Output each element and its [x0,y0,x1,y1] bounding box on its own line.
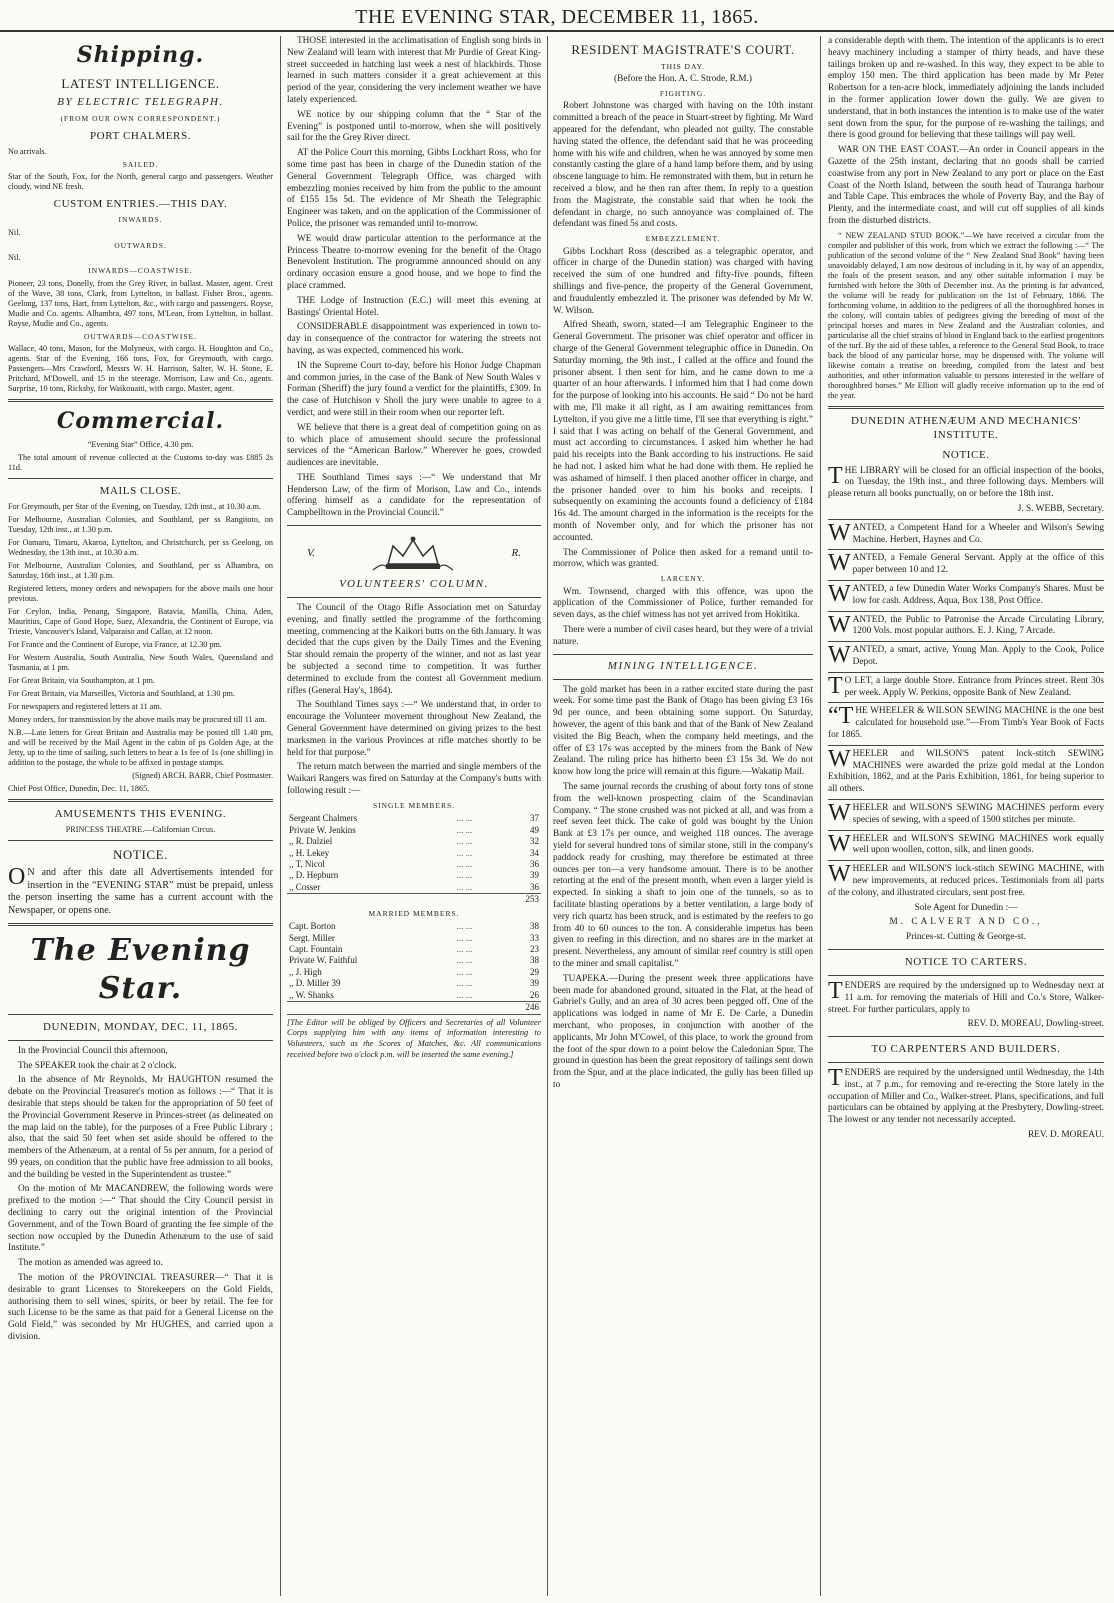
port-heading: PORT CHALMERS. [89,129,192,142]
mining-para: TUAPEKA.—During the present week three applications have been made for abandoned ground, situated in the Flat, at the head of Gabriel's Gully, and an area of 30 acres been pegged off. One of the applications was lodged in name of Mr E. De Carle, a Dunedin merchant, who proposes, in conjunction with another of the applicants, Mr John M'Cowel, of this place, to work the ground from the foot of the spur down to a point below the Caledonian Spur. The ground in question has been the great repository of tailings sent down from the Spur, and at the place indicated, the gully has been filled up to [553,973,813,1090]
telegraph-subheading: BY ELECTRIC TELEGRAPH. [57,96,224,109]
shooter-name: Sergeant Chalmers [289,813,358,824]
shooter-name: ,, Cosser [289,881,321,892]
score: 26 [530,989,539,1000]
table-row: Sergeant Chalmers ... ... 37 [289,813,539,824]
mail-item: N.B.—Late letters for Great Britain and Australia may be posted till 1.40 pm, and will be received by the Mail Agent in the cabin of ps Golden Age, at the Jetty, up to the time of sailing, such letters to bear a 1s fee of 1s (one shilling) in addition to the postage, the whole to be affixed in postage stamps. [8,728,273,768]
vol-para: The Council of the Otago Rifle Association met on Saturday evening, and finally settled the programme of the forthcoming meeting, commencing at the Kaikori butts on the 6th January. It was decided that the cups given by the Daily Times and the Evening Star should remain the property of the winner, and not as last year be subjected a second time to competition. It was further determined to exclude from the contest all Government medium rifles (General Hay's, 1864). [287,603,541,696]
divider [8,1014,273,1015]
dateline: DUNEDIN, MONDAY, DEC. 11, 1865. [42,1020,239,1033]
carters-heading: NOTICE TO CARTERS. [904,955,1028,968]
war-para: WAR ON THE EAST COAST.—An order in Council appears in the Gazette of the 25th instant, declaring that no goods shall be carried coastwise from any port in New Zealand to any port or place on the East Coast of the North Island, between the south head of Tauranga harbour and Table Cape. This embraces the whole of Poverty Bay, and the Bay of Plenty, and the intermediate coast, and will cut off supplies of all kinds from the disturbed districts. [828,145,1104,226]
coast-in-heading: INWARDS—COASTWISE. [88,266,193,276]
column-4 [828,36,1104,1596]
divider [287,525,541,526]
table-row: Capt. Fountain ... ... 23 [289,944,539,955]
score: 29 [530,966,539,977]
classified-ad: WANTED, a Competent Hand for a Wheeler and Wilson's Sewing Machine. Herbert, Haynes and Co. [828,519,1104,550]
classified-ad: WANTED, the Public to Patronise the Arcade Circulating Library, 1200 Vols. most popular authors. E. J. King, 7 Arcade. [828,611,1104,642]
score: 33 [530,932,539,943]
classified-ad: WHEELER and WILSON'S SEWING MACHINES perform every species of sewing, with a speed of 1500 stitches per minute. [828,799,1104,830]
editor-note: [The Editor will be obliged by Officers and Secretaries of all Volunteer Corps supplying him with any items of information interesting to Volunteers, such as the Scores of Matches, &c. All communications received before two o'clock p.m. will be inserted the same evening.] [287,1014,541,1061]
news-para: WE would draw particular attention to the performance at the Princess Theatre to-morrow evening for the benefit of the Otago Benevolent Institution. The programme announced should on any ordinary occasion ensure a good house, and we hope to find the place crammed. [287,233,541,291]
volunteers-heading: VOLUNTEERS' COLUMN. [339,578,489,591]
table-row: ,, J. High ... ... 29 [289,966,539,977]
score: 23 [530,944,539,955]
divider [828,406,1104,409]
table-row: Private W. Faithful ... ... 38 [289,955,539,966]
carpenters-text: TENDERS are required by the undersigned until Wednesday, the 14th inst., at 7 p.m., for removing and re-erecting the Store lately in the occupation of Miller and Co., Walker-street. Plans, specifications, and full particulars can be obtained by applying at the Presbytery, Dowling-street. The lowest or any tender not necessarily accepted. [828,1065,1104,1126]
mail-item: Registered letters, money orders and newspapers for the above mails one hour previous. [8,584,273,604]
mail-item: For Western Australia, South Australia, New South Wales, Queensland and Tasmania, at 1 pm. [8,653,273,673]
coast-in-text: Pioneer, 23 tons, Donelly, from the Grey River, in ballast. Master, agent. Crest of the Wave, 38 tons, Clark, from Lyttelton, in ballast. Fisher Bros., agents. Geelong, 137 tons, Hart, from Lyttelton, &c., with cargo and passengers. Royse, Mudie and Co. agents. Alhambra, 497 tons, M'Lean, from Lyttelton, in ballast. Royse, Mudie and Co., agents. [8,278,273,328]
total-row [287,1002,541,1014]
column-3 [553,36,813,1596]
shooter-name: Capt. Borton [289,921,336,932]
total-row [287,894,541,906]
before-line: (Before the Hon. A. C. Strode, R.M.) [614,74,752,85]
mails-heading: MAILS CLOSE. [99,485,182,498]
larceny-heading: LARCENY. [660,574,706,584]
volunteers-crest [307,534,521,574]
athenaeum-heading: DUNEDIN ATHENÆUM AND MECHANICS' INSTITUTE. [851,414,1081,441]
classified-ad: WHEELER and WILSON'S patent lock-stitch SEWING MACHINES were awarded the prize gold medal at the London Exhibition, 1862, and at the Paris Exhibition, 1861, for being superior to all others. [828,745,1104,799]
divider [828,949,1104,950]
divider [828,975,1104,976]
news-para: WE believe that there is a great deal of competition going on as to which place of amusement should secure the professional services of the “American Barlow.” Wherever he goes, crowded audiences are inevitable. [287,422,541,469]
commercial-text: The total amount of revenue collected at the Customs to-day was £885 2s 11d. [8,453,273,473]
table-row: ,, T. Nicol ... ... 36 [289,859,539,869]
council-para: On the motion of Mr MACANDREW, the following words were prefixed to the motion :—“ That should the City Council persist in declining to carry out the original intention of the Provincial Government, and of the Town Board of granting the fee simple of the section now occupied by the Dunedin Athenæum to the use of said Institute.” [8,1184,273,1254]
news-para: THE Lodge of Instruction (E.C.) will meet this evening at Bastings' Oriental Hotel. [287,295,541,318]
divider [828,1062,1104,1063]
inwards-heading: INWARDS. [118,215,163,225]
mails-signed: (Signed) ARCH. BARR, Chief Postmaster. [132,771,273,781]
sailed-heading: SAILED. [122,159,159,169]
notice-heading: NOTICE. [112,847,169,863]
shooter-name: ,, T. Nicol [289,859,325,869]
table-row: ,, R. Dalziel ... ... 32 [289,836,539,847]
column-rule [280,36,281,1596]
divider [8,478,273,479]
inwards-nil: Nil. [8,227,21,237]
score: 32 [530,836,539,847]
shooter-name: Private W. Faithful [289,955,358,966]
outwards-heading: OUTWARDS. [114,240,167,250]
divider [8,1040,273,1041]
classified-ad: “THE WHEELER & WILSON SEWING MACHINE is the one best calculated for household use.”—From Timb's Year Book of Facts for 1865. [828,702,1104,744]
news-para: THE Southland Times says :—“ We understand that Mr Henderson Law, of the firm of Morison, Law and Co., intends offering himself as a candidate for the representation of Campbelltown in the Provincial Council.” [287,472,541,519]
crest-letter-r: R. [511,547,521,560]
news-para: WE notice by our shipping column that the “ Star of the Evening” is postponed until to-morrow, when she will positively sail for the the Grey River direct. [287,109,541,144]
court-heading: RESIDENT MAGISTRATE'S COURT. [571,42,795,57]
column-rule [820,36,821,1596]
vol-para: The Southland Times says :—“ We understand that, in order to encourage the Volunteer movement throughout New Zealand, the General Government have determined on giving prizes to the best marksmen in the various Provinces at rifle matches shortly to be held for that purpose.” [287,700,541,758]
coast-out-text: Wallace, 40 tons, Mason, for the Molyneux, with cargo. H. Houghton and Co., agents. Star of the Evening, 166 tons, Fox, for Greymouth, with cargo. Passengers—Mrs Crawford, Messrs W. H. Harrison, Salter, W. H. Stone, E. Pritchard, M'Dowell, and 15 in the steerage. Morrison, Law and Co., agents. Surprise, 10 tons, Ricksby, for Waikouaiti, with cargo. Master, agent. [8,344,273,394]
single-total: 253 [500,894,541,906]
vol-para: The return match between the married and single members of the Waikari Rangers was fired on Saturday at the Company's butts with following result :— [287,762,541,796]
mail-item: For Greymouth, per Star of the Evening, on Tuesday, 12th inst., at 10.30 a.m. [8,502,262,512]
score: 39 [530,870,539,881]
mail-item: For Great Britain, via Southampton, at 1 pm. [8,676,155,686]
shooter-name: ,, H. Lekey [289,847,330,858]
classified-ad: WANTED, a few Dunedin Water Works Company's Shares. Must be low for cash. Address, Aqua, Box 138, Post Office. [828,580,1104,611]
outwards-nil: Nil. [8,253,21,263]
divider [8,840,273,841]
notice-text: ON and after this date all Advertisements intended for insertion in the “EVENING STAR” must be prepaid, unless the person inserting the same has a current account with the Newspaper, or opens one. [8,863,273,916]
council-para: The SPEAKER took the chair at 2 o'clock. [18,1060,177,1071]
mining-para: The gold market has been in a rather excited state during the past week. For some time past the Bank of Otago has been giving £3 16s 9d per ounce, and been obtaining some support. On Saturday, however, the agent of this bank and that of the Bank of New Zealand visited the Big Beach, when the company held meetings, and the offer of £3 17s was accepted by the miners from the Bank of New Zealand. The ruling price has hitherto been £3 15s 3d. We do not know how long the price will remain at this figure.—Wakatip Mail. [553,684,813,778]
council-para: The motion as amended was agreed to. [18,1258,163,1269]
column-rule [547,36,548,1596]
shooter-name: Capt. Fountain [289,944,343,955]
mail-item: For Oamaru, Timaru, Akaroa, Lyttelton, and Christchurch, per ss Geelong, on Wednesday, the 13th inst., at 10.30 a.m. [8,538,273,558]
table-row: Capt. Borton ... ... 38 [289,921,539,932]
fighting-text: Robert Johnstone was charged with having on the 10th instant committed a breach of the peace in Stuart-street by fighting. Mr Ward appeared for the defendant, who pleaded not guilty. The constable having stated the offence, the defendant said that he was proceeding home with his wife and children, when he was annoyed by some men constantly casting the glare of a hand lamp before them, and by using obscene language to him. He remonstrated with them, but in return he received a blow, and he then ran after them. In reply to a question from the Magistrate, the constable said that when he took the defendant in charge, no such annoyance was complained of. The defendant was fined 5s and costs. [553,101,813,230]
agent-name: M. CALVERT AND CO., [889,917,1043,928]
divider [8,399,273,402]
commercial-heading: Commercial. [56,408,225,435]
score: 34 [530,847,539,858]
column-2 [287,36,541,1596]
mails-office: Chief Post Office, Dunedin, Dec. 11, 1865. [8,784,150,794]
classified-ad: WANTED, a smart, active, Young Man. Apply to the Cook, Police Depot. [828,641,1104,672]
shooter-name: ,, W. Shanks [289,989,334,1000]
mining-para: The same journal records the crushing of about forty tons of stone from the well-known prospecting claim of the Scandinavian Company. “ The stone crushed was not picked at all, and was from a reef seven feet thick. The cake of gold was bought by the Union Bank at £3 17s per ounce, and weighed 118 ounces. The average yield for several hundred tons of similar stone, still in the company's paddock ready for crushing, may therefore be estimated at three ounces per ton—a very handsome amount. There is to be another retorting at the end of the present month, when even a larger yield is expected. In sinking a shaft to join one of the tunnels, so as to facilitate blasting operations by a better ventilation, a large body of very rich quartz has been struck, and is estimated by the reefers to go from 40 to 60 ounces to the ton. A considerable impetus has been given to reefing in this direction, and no shares are in the market at present. Nevertheless, any amount of similar reef country is still open to the miner and small capitalist.” [553,781,813,969]
mail-item: Money orders, for transmission by the above mails may be procured till 11 am. [8,715,267,725]
shooter-name: ,, D. Hepburn [289,870,339,881]
fighting-heading: FIGHTING. [659,88,707,98]
evening-star-title: The Evening Star. [30,932,251,1006]
score: 37 [530,813,539,824]
agent-address: Princes-st. Cutting & George-st. [906,932,1026,943]
shipping-heading: Shipping. [76,42,205,68]
classified-ad: TO LET, a large double Store. Entrance from Princes street. Rent 30s per week. Apply W. Perkins, opposite Bank of New Zealand. [828,672,1104,703]
carters-signature: REV. D. MOREAU, Dowling-street. [967,1019,1104,1030]
mining-heading: MINING INTELLIGENCE. [607,659,759,672]
larceny-para: Wm. Townsend, charged with this offence, was upon the application of the Commissioner of Police, further remanded for seven days, as the chief witness has not yet arrived from Hokitika. [553,586,813,621]
divider [553,679,813,680]
no-arrivals: No arrivals. [8,146,47,156]
embezzlement-para: Gibbs Lockhart Ross (described as a telegraphic operator, and officer in charge of the Dunedin station) was charged with having received the sum of one hundred and fifty-five pounds, fifteen shillings and five-pence, the property of the General Government, and fraudulently embezzled it. The prisoner was defended by Mr W. W. Wilson. [553,246,813,316]
classified-ad: WANTED, a Female General Servant. Apply at the office of this paper between 10 and 12. [828,549,1104,580]
council-para: In the Provincial Council this afternoon, [18,1045,168,1056]
crown-icon [368,534,458,574]
athenaeum-notice: NOTICE. [942,448,990,461]
agent-line: Sole Agent for Dunedin :— [914,902,1018,913]
council-para: The motion of the PROVINCIAL TREASURER—“ That it is desirable to grant Licenses to Storekeepers on the Gold Fields, authorising them to sell wines, spirits, or beer by retail. The fee for such License to be the same as that paid for a General License on the Gold Field,” was seconded by Mr HUGHES, and carried upon a division. [8,1273,273,1343]
shooter-name: Private W. Jenkins [289,824,356,835]
latest-intelligence-heading: LATEST INTELLIGENCE. [61,75,220,91]
mail-item: For newspapers and registered letters at 11 am. [8,702,162,712]
divider [287,597,541,598]
mail-item: For Melbourne, Australian Colonies, and Southland, per ss Rangitoto, on Tuesday, 12th inst., at 1.30 p.m. [8,515,273,535]
mail-item: For France and the Continent of Europe, via France, at 12.30 pm. [8,640,222,650]
coast-out-heading: OUTWARDS—COASTWISE. [84,331,197,341]
this-day: THIS DAY. [660,61,705,71]
carpenters-heading: TO CARPENTERS AND BUILDERS. [871,1043,1061,1056]
divider [828,1036,1104,1037]
sailed-text: Star of the South, Fox, for the North, general cargo and passengers. Weather cloudy, wind NE fresh. [8,172,273,192]
score: 38 [530,921,539,932]
mail-item: For Melbourne, Australian Colonies, and Southland, per ss Alhambra, on Saturday, 16th inst., at 1.30 p.m. [8,561,273,581]
carters-text: TENDERS are required by the undersigned up to Wednesday next at 11 a.m. for removing the materials of Hill and Co.'s Store, Walker-street. For further particulars, apply to [828,977,1104,1015]
stud-book-para: “ NEW ZEALAND STUD BOOK.”—We have received a circular from the compiler and publisher of this work, from which we extract the following :—“ The publication of the second volume of the “ New Zealand Stud Book” having been unavoidably delayed, I am now desirous of including in it, by way of an appendix, the foals of the present season, and any other suitable information I may be furnished with before the 30th of December inst. As the printing is far advanced, the volume will be ready for publication on the 1st of February, 1866. The forthcoming volume, in addition to the pedigrees of all the thoroughbred horses in the colony, will contain tables of pedigrees giving the breeding of most of the principal horses and mares in New Zealand and the Australian colonies, and particularise all the chief strains of blood in England back to the earliest progenitors of the turf. By the aid of these tables, a reference to the General Stud Book, to trace back the blood of any particular horse, may be dispensed with. The volume will likewise contain a treatise on breeding, compiled from the latest and best authorities, and other information valuable to persons interested in the welfare of thoroughbred horses.” Mr Elliott will gladly receive information up to the end of the year. [828,230,1104,400]
single-scores-table [287,813,541,905]
crest-letter-v: V. [307,547,316,560]
mail-item: For Great Britain, via Marseilles, Victoria and Southland, at 1.30 pm. [8,689,235,699]
news-para: THOSE interested in the acclimatisation of English song birds in New Zealand will learn with interest that Mr Purdie of Great King-street succeeded in hatching last week a nest of blackbirds. Those learned in such matters consider it a great achievement at this period of the year, considering the very inclement weather we have lately experienced. [287,36,541,105]
divider [8,799,273,802]
divider [553,654,813,655]
shooter-name: Sergt. Miller [289,932,335,943]
shooter-name: ,, D. Miller 39 [289,978,341,989]
news-para: AT the Police Court this morning, Gibbs Lockhart Ross, who for some time past has been in charge of the Dunedin station of the General Government Telegraph Office, was charged with embezzling monies received by him from the public to the amount of £155 15s 5d. The evidence of Mr Sheath the Telegraphic Engineer was taken, and on the application of the Commissioner of Police, the prisoner was remanded until to-morrow. [287,148,541,229]
mining-continued: a considerable depth with them. The intention of the applicants is to erect heavy machinery including a stamper of thirty heads, and have these tailings broken up and re-washed. In this way, they expect to be able to employ 150 men. The third application has been made by Mr Peter Robertson for a ten-acre block, immediately adjoining the lands included in the former application lower down the gully. We are given to understand, that in both instances the intention is to make use of the water sent down from the spur, for the purpose of re-washing the tailings, and there is good ground for believing that these tailings will pay well. [828,36,1104,141]
table-row: Sergt. Miller ... ... 33 [289,932,539,943]
table-row: ,, H. Lekey ... ... 34 [289,847,539,858]
score: 36 [530,859,539,869]
table-row: ,, D. Miller 39 ... ... 39 [289,978,539,989]
table-row: ,, W. Shanks ... ... 26 [289,989,539,1000]
married-scores-table [287,921,541,1013]
mail-item: For Ceylon, India, Penang, Singapore, Batavia, Manilla, China, Aden, Mauritius, Cape of Good Hope, Suez, Alexandria, the Continent of Europe, via Trieste, Vancouver's Island, Valparaiso and Callao, at 12 noon. [8,607,273,637]
news-para: IN the Supreme Court to-day, before his Honor Judge Chapman and common juries, in the case of the Bank of New South Wales v Forman (Sheriff) the jury found a verdict for the plaintiffs, £309. In the case of Hutchison v Sholl the jury were unable to agree to a verdict, and were still in their room when our reporter left. [287,360,541,418]
embezzlement-para: The Commissioner of Police then asked for a remand until to-morrow, which was granted. [553,547,813,570]
news-para: CONSIDERABLE disappointment was experienced in town to-day in consequence of the contractor for watering the streets not having, as was expected, commenced his work. [287,322,541,356]
council-para: In the absence of Mr Reynolds, Mr HAUGHTON resumed the debate on the Provincial Treasurer's motion as follows :—“ That it is desirable that steps should be taken for the appropriation of 50 feet of the Provincial Government Reserve in Princes-street (as delineated on the map laid on the table), for the purposes of a Free Public Library ; also, that the said 50 feet when set aside should be offered to the members of the Athenæum, at a rental of 5s per annum, for a period of 99 years, on condition that the public have free admission to all books, and the building be vested in the Superintendent as trustee.” [8,1075,273,1180]
score: 39 [530,978,539,989]
table-row: Private W. Jenkins ... ... 49 [289,824,539,835]
table-row: ,, D. Hepburn ... ... 39 [289,870,539,881]
amusements-heading: AMUSEMENTS THIS EVENING. [54,808,227,821]
classified-ad: WHEELER and WILSON'S SEWING MACHINES work equally well upon woollen, cotton, silk, and linen goods. [828,830,1104,861]
shooter-name: ,, R. Dalziel [289,836,333,847]
embezzlement-para: Alfred Sheath, sworn, stated—I am Telegraphic Engineer to the General Government. The prisoner was chief operator and officer in charge of the General Government telegraphic office in Dunedin. On Saturday morning, the 9th inst., I called at the office and found the prisoner absent. I then sent for him, and he came down to me a quarter of an hour afterwards. I informed him that I had come down for the purpose of looking into his accounts. He said “ Do not be hard with me, I'll make it all right, as I am awaiting remittances from Lyttelton, if you give me a little time, I'll see that everything is right.” I said that I was acting on behalf of the General Government, and must act according to circumstances. I asked him whether he had paid his receipts into the Bank according to his instructions. He said he had not. I asked him what he had done with them. He replied he was ashamed of himself. I then placed another officer in charge, and the prisoner handed over to him his books and receipts. I subsequently on examining the accounts found a deficiency of £184 16s 4d. The amount charged in the information is the receipts for the month of November only, and for which the prisoner has not accounted. [553,320,813,543]
amusements-text: PRINCESS THEATRE.—Californian Circus. [65,825,216,835]
commercial-office: “Evening Star” Office, 4.30 pm. [87,440,194,450]
single-members-heading: SINGLE MEMBERS. [372,800,456,810]
correspondent-line: (FROM OUR OWN CORRESPONDENT.) [60,114,221,124]
married-members-heading: MARRIED MEMBERS. [368,908,460,918]
table-row: ,, Cosser ... ... 36 [289,881,539,892]
column-1 [8,36,273,1596]
larceny-para: There were a number of civil cases heard, but they were of a trivial nature. [553,625,813,647]
score: 36 [530,881,539,892]
shooter-name: ,, J. High [289,966,322,977]
score: 49 [530,824,539,835]
married-total: 246 [500,1002,541,1014]
masthead: THE EVENING STAR, DECEMBER 11, 1865. [0,0,1114,32]
athenaeum-text: THE LIBRARY will be closed for an official inspection of the books, on Tuesday, the 19th inst., and three following days. Members will please return all books punctually, on or before the 18th inst. [828,462,1104,500]
carpenters-signature: REV. D. MOREAU. [1027,1130,1104,1141]
customs-heading: CUSTOM ENTRIES.—THIS DAY. [53,198,228,211]
athenaeum-signature: J. S. WEBB, Secretary. [1017,504,1104,515]
embezzlement-heading: EMBEZZLEMENT. [645,234,721,244]
score: 38 [530,955,539,966]
classified-ad: WHEELER and WILSON'S lock-stitch SEWING MACHINE, with new improvements, at reduced prices. Testimonials from all parts of the colony, and illustrated circulars, sent post free. [828,860,1104,902]
divider [8,923,273,926]
